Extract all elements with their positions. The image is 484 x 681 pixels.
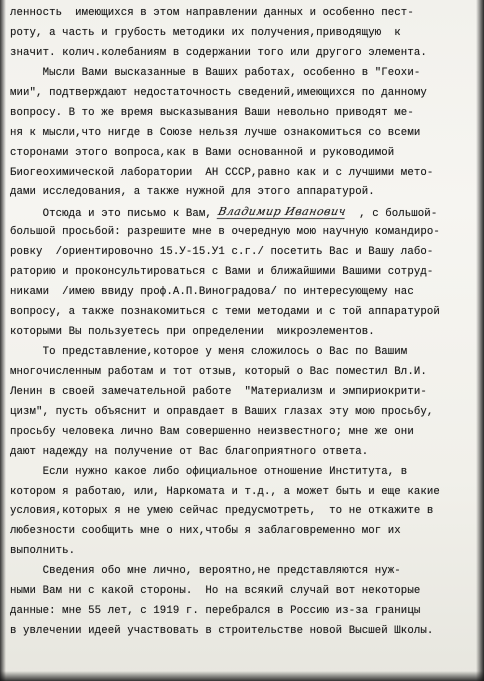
scan-edge-right — [476, 0, 484, 681]
text-line: ными Вам ни с какой стороны. Но на всякий случай вот некоторые — [10, 585, 421, 598]
text-line: Биогеохимической лаборатории АН СССР,равно как и с лучшими мето- — [10, 166, 434, 179]
text-line: ленность имеющихся в этом направлении данных и особенно пест- — [10, 7, 414, 19]
text-line: цизм", пусть объяснит и оправдает в Ваших глазах эту мою просьбу, — [10, 405, 434, 418]
text-line: многочисленным работам и тот отзыв, который о Вас поместил Вл.И. — [10, 365, 427, 378]
letter-body — [10, 4, 472, 642]
text-line: Ленин в своей замечательной работе "Материализм и эмпириокрити- — [10, 385, 427, 398]
text-line: Сведения обо мне лично, вероятно,не представляются нуж- — [10, 565, 401, 578]
text-line: сторонами этого вопроса,как в Вами основанной и руководимой — [10, 146, 395, 159]
text-line: любезности сообщить мне о них,чтобы я заблаговременно мог их — [10, 525, 401, 538]
text-line: которыми Вы пользуетесь при определении микроэлементов. — [10, 326, 375, 338]
text-line: выполнить. — [10, 545, 76, 558]
text-line: Мысли Вами высказанные в Ваших работах, особенно в "Геохи- — [10, 66, 421, 79]
scan-edge-left — [0, 0, 6, 681]
text-line: никами /имею ввиду проф.А.П.Виноградова/ по интересующему нас — [10, 286, 414, 299]
text-line: котором я работаю, или, Наркомата и т.д., а может быть и еще какие — [10, 485, 440, 498]
text-line: мии", подтверждают недостаточность сведений,имеющихся по данному — [10, 86, 427, 99]
text-line: дают надежду на получение от Вас благоприятного ответа. — [10, 445, 369, 458]
text-line — [10, 203, 472, 223]
text-line: условия,которых я не умею сейчас предусмотреть, то не откажите в — [10, 505, 434, 518]
text-line: раторию и проконсультироваться с Вами и ближайшими Вашими сотруд- — [10, 266, 434, 279]
text-line: значит. колич.колебаниям в содержании того или другого элемента. — [10, 46, 427, 59]
text-line: Если нужно какое либо официальное отношение Института, в — [10, 465, 408, 478]
line-text-segment: , с большой- — [346, 208, 438, 221]
text-line: вопросу, а также познакомиться с теми методами и с той аппаратурой — [10, 306, 440, 319]
scan-edge-bottom — [0, 671, 484, 681]
text-line: роту, а часть и грубость методики их получения,приводящую к — [10, 26, 401, 39]
text-line: То представление,которое у меня сложилось о Вас по Вашим — [10, 345, 408, 358]
text-line: в увлечении идеей участвовать в строительстве новой Высшей Школы. — [10, 625, 434, 638]
text-line: ровку /ориентировочно 15.У-15.У1 с.г./ посетить Вас и Вашу лабо- — [10, 246, 434, 259]
text-line: большой просьбой: разрешите мне в очередную мою научную командиро- — [10, 226, 440, 239]
text-line: дами исследования, а также нужной для этого аппаратурой. — [10, 186, 375, 199]
line-text-segment: Отсюда и это письмо к Вам, — [10, 208, 219, 221]
text-line: просьбу человека лично Вам совершенно неизвестного; мне же они — [10, 425, 414, 438]
handwritten-name: Владимир Иванович — [217, 205, 348, 219]
text-line: ня к мысли,что нигде в Союзе нельзя лучше ознакомиться со всеми — [10, 126, 421, 139]
text-line: данные: мне 55 лет, с 1919 г. перебрался в Россию из-за границы — [10, 605, 421, 618]
text-line: вопросу. В то же время высказывания Ваши невольно приводят ме- — [10, 106, 414, 119]
